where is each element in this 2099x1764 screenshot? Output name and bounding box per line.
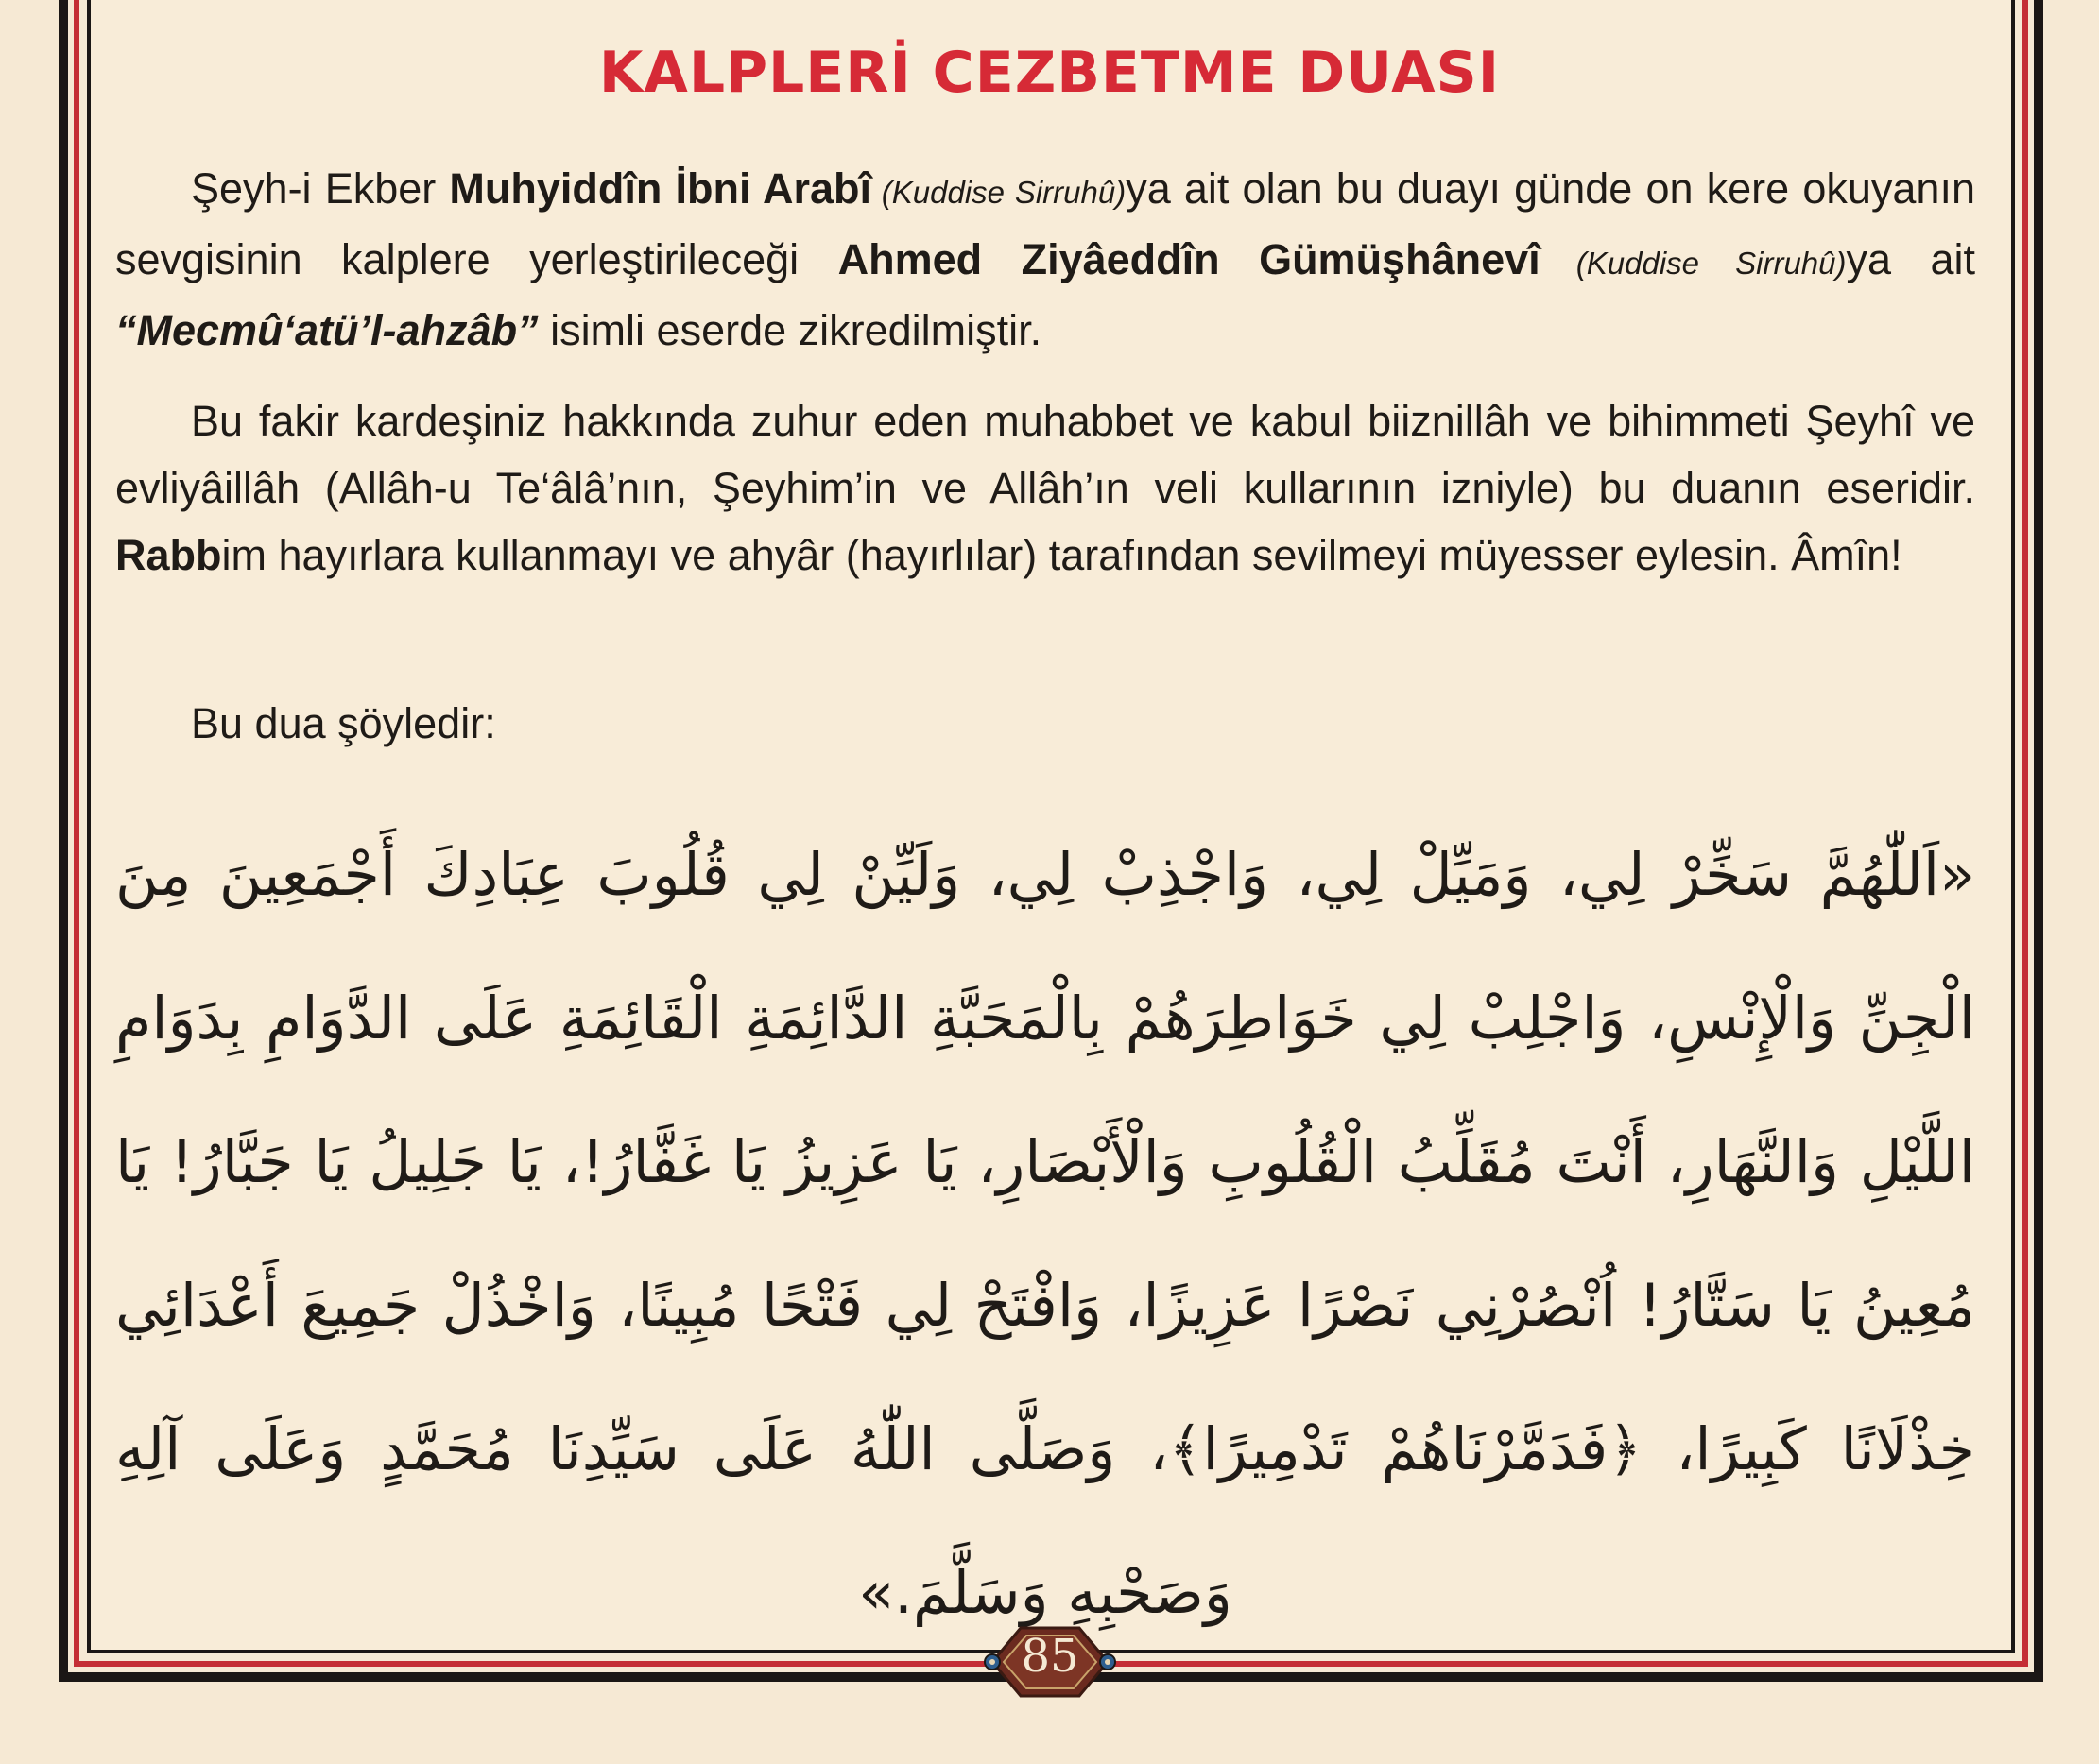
page-number-badge (983, 1618, 1117, 1705)
third-paragraph (115, 690, 1975, 757)
intro-text-4: isimli eserde zikredilmiştir. (538, 306, 1042, 354)
book-title: “Mecmû‘atü’l-ahzâb” (115, 306, 539, 354)
second-paragraph (115, 387, 1975, 589)
intro-paragraph (115, 155, 1975, 364)
second-text-2: im hayırlara kullanmayı ve ahyâr (hayırlılar) tarafından sevilmeyi müyesser eylesin. Âmîn! (221, 531, 1902, 579)
second-text-1: Bu fakir kardeşiniz hakkında zuhur eden muhabbet ve kabul biiznillâh ve bihimmeti Şeyhî ve evliyâillâh (Allâh-u Te‘âlâ’nın, Şeyhim’in ve Allâh’ın veli kullarının izniyle) bu duanın eseridir. (115, 397, 1975, 512)
intro-text-3: ya ait (1846, 235, 1975, 283)
arabic-prayer-text: «اَللّٰهُمَّ سَخِّرْ لِي، وَمَيِّلْ لِي، وَاجْذِبْ لِي، وَلَيِّنْ لِي قُلُوبَ عِبَادِكَ أَجْمَعِينَ مِنَ الْجِنِّ وَالْإِنْسِ، وَاجْلِبْ لِي خَوَاطِرَهُمْ بِالْمَحَبَّةِ الدَّائِمَةِ الْقَائِمَةِ عَلَى الدَّوَامِ بِدَوَامِ اللَّيْلِ وَالنَّهَارِ، أَنْتَ مُقَلِّبُ الْقُلُوبِ وَالْأَبْصَارِ، يَا عَزِيزُ يَا غَفَّارُ!، يَا جَلِيلُ يَا جَبَّارُ! يَا مُعِينُ يَا سَتَّارُ! اُنْصُرْنِي نَصْرًا عَزِيزًا، وَافْتَحْ لِي فَتْحًا مُبِينًا، وَاخْذُلْ جَمِيعَ أَعْدَائِي خِذْلَانًا كَبِيرًا، ﴿فَدَمَّرْنَاهُمْ تَدْمِيرًا﴾، وَصَلَّى اللّٰهُ عَلَى سَيِّدِنَا مُحَمَّدٍ وَعَلَى آلِهِ وَصَحْبِهِ وَسَلَّمَ.» (115, 840, 1975, 1627)
compiler-name: Ahmed Ziyâeddîn Gümüşhânevî (837, 235, 1540, 283)
author-name: Muhyiddîn İbni Arabî (449, 164, 871, 213)
page-title: KALPLERİ CEZBETME DUASI (598, 40, 1501, 106)
intro-text-2: ya ait olan bu duayı günde on kere okuyanın sevgisinin kalplere yerleştirileceği (115, 164, 1975, 283)
honorific-1: (Kuddise Sirruhû) (870, 175, 1127, 210)
intro-text-1: Şeyh-i Ekber (191, 164, 450, 213)
honorific-2: (Kuddise Sirruhû) (1540, 246, 1847, 281)
dua-intro-line: Bu dua şöyledir: (191, 699, 496, 747)
page-number: 85 (1021, 1630, 1079, 1683)
rabb-word: Rabb (115, 531, 222, 579)
